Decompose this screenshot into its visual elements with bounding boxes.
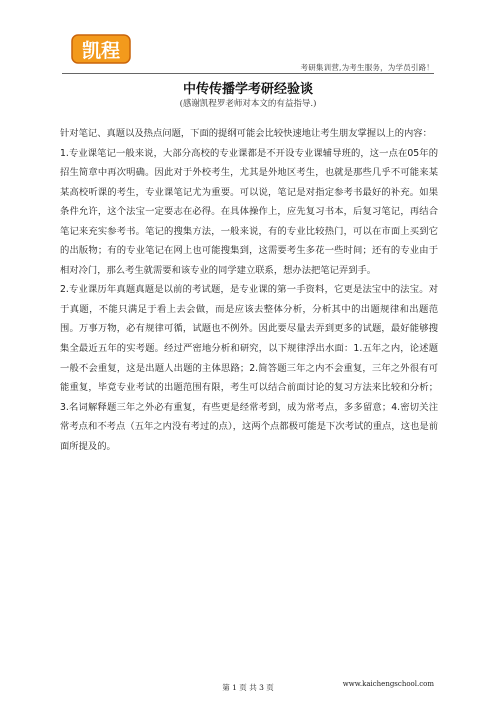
- document-body: [60, 124, 438, 456]
- logo-text: 凯程: [81, 40, 121, 62]
- past-exams-paragraph: 2.专业课历年真题真题是以前的考试题，是专业课的第一手资料，它更是法宝中的法宝。对于真题，不能只满足于看上去会做，而是应该去整体分析，分析其中的出题规律和出题范围。万事万物，必有规律可循，试题也不例外。因此要尽量去弄到更多的试题，最好能够搜集全最近五年的实考题。经过严密地分析和研究，以下规律浮出水面：1.五年之内，论述题一般不会重复，这是出题人出题的主体思路；2.简答题三年之内不会重复，三年之外很有可能重复，毕竟专业考试的出题范围有限，考生可以结合前面讨论的复习方法来比较和分析；3.名词解释题三年之外必有重复，有些更是经常考到，成为常考点，多多留意；4.密切关注常考点和不考点（五年之内没有考过的点），这两个点都极可能是下次考试的重点，这也是前面所提及的。: [60, 284, 438, 452]
- footer-url: www.kaichengschool.com: [342, 680, 434, 688]
- header-divider: [62, 73, 434, 74]
- kaicheng-logo-icon: [70, 32, 132, 66]
- document-subtitle: (感谢凯程罗老师对本文的有益指导.): [179, 99, 317, 109]
- page-number: 第 1 页 共 3 页: [222, 683, 274, 692]
- document-title: 中传传播学考研经验谈: [182, 82, 313, 97]
- header-tagline: 考研集训营,为考生服务，为学员引路！: [300, 63, 434, 72]
- intro-paragraph: 针对笔记、真题以及热点问题，下面的提纲可能会比较快速地让考生朋友掌握以上的内容：: [60, 128, 432, 139]
- kaicheng-logo: [70, 32, 132, 66]
- notes-paragraph: 1.专业课笔记一般来说，大部分高校的专业课都是不开设专业课辅导班的，这一点在05年的招生简章中再次明确。因此对于外校考生，尤其是外地区考生，也就是那些几乎不可能来某某高校听课的考生，专业课笔记尤为重要。可以说，笔记是对指定参考书最好的补充。如果条件允许，这个法宝一定要志在必得。在具体操作上，应先复习书本，后复习笔记，再结合笔记来充实参考书。笔记的搜集方法，一般来说，有的专业比较热门，可以在市面上买到它的出版物；有的专业笔记在网上也可能搜集到，这需要考生多花一些时间；还有的专业由于相对冷门，那么考生就需要和该专业的同学建立联系，想办法把笔记弄到手。: [60, 147, 438, 276]
